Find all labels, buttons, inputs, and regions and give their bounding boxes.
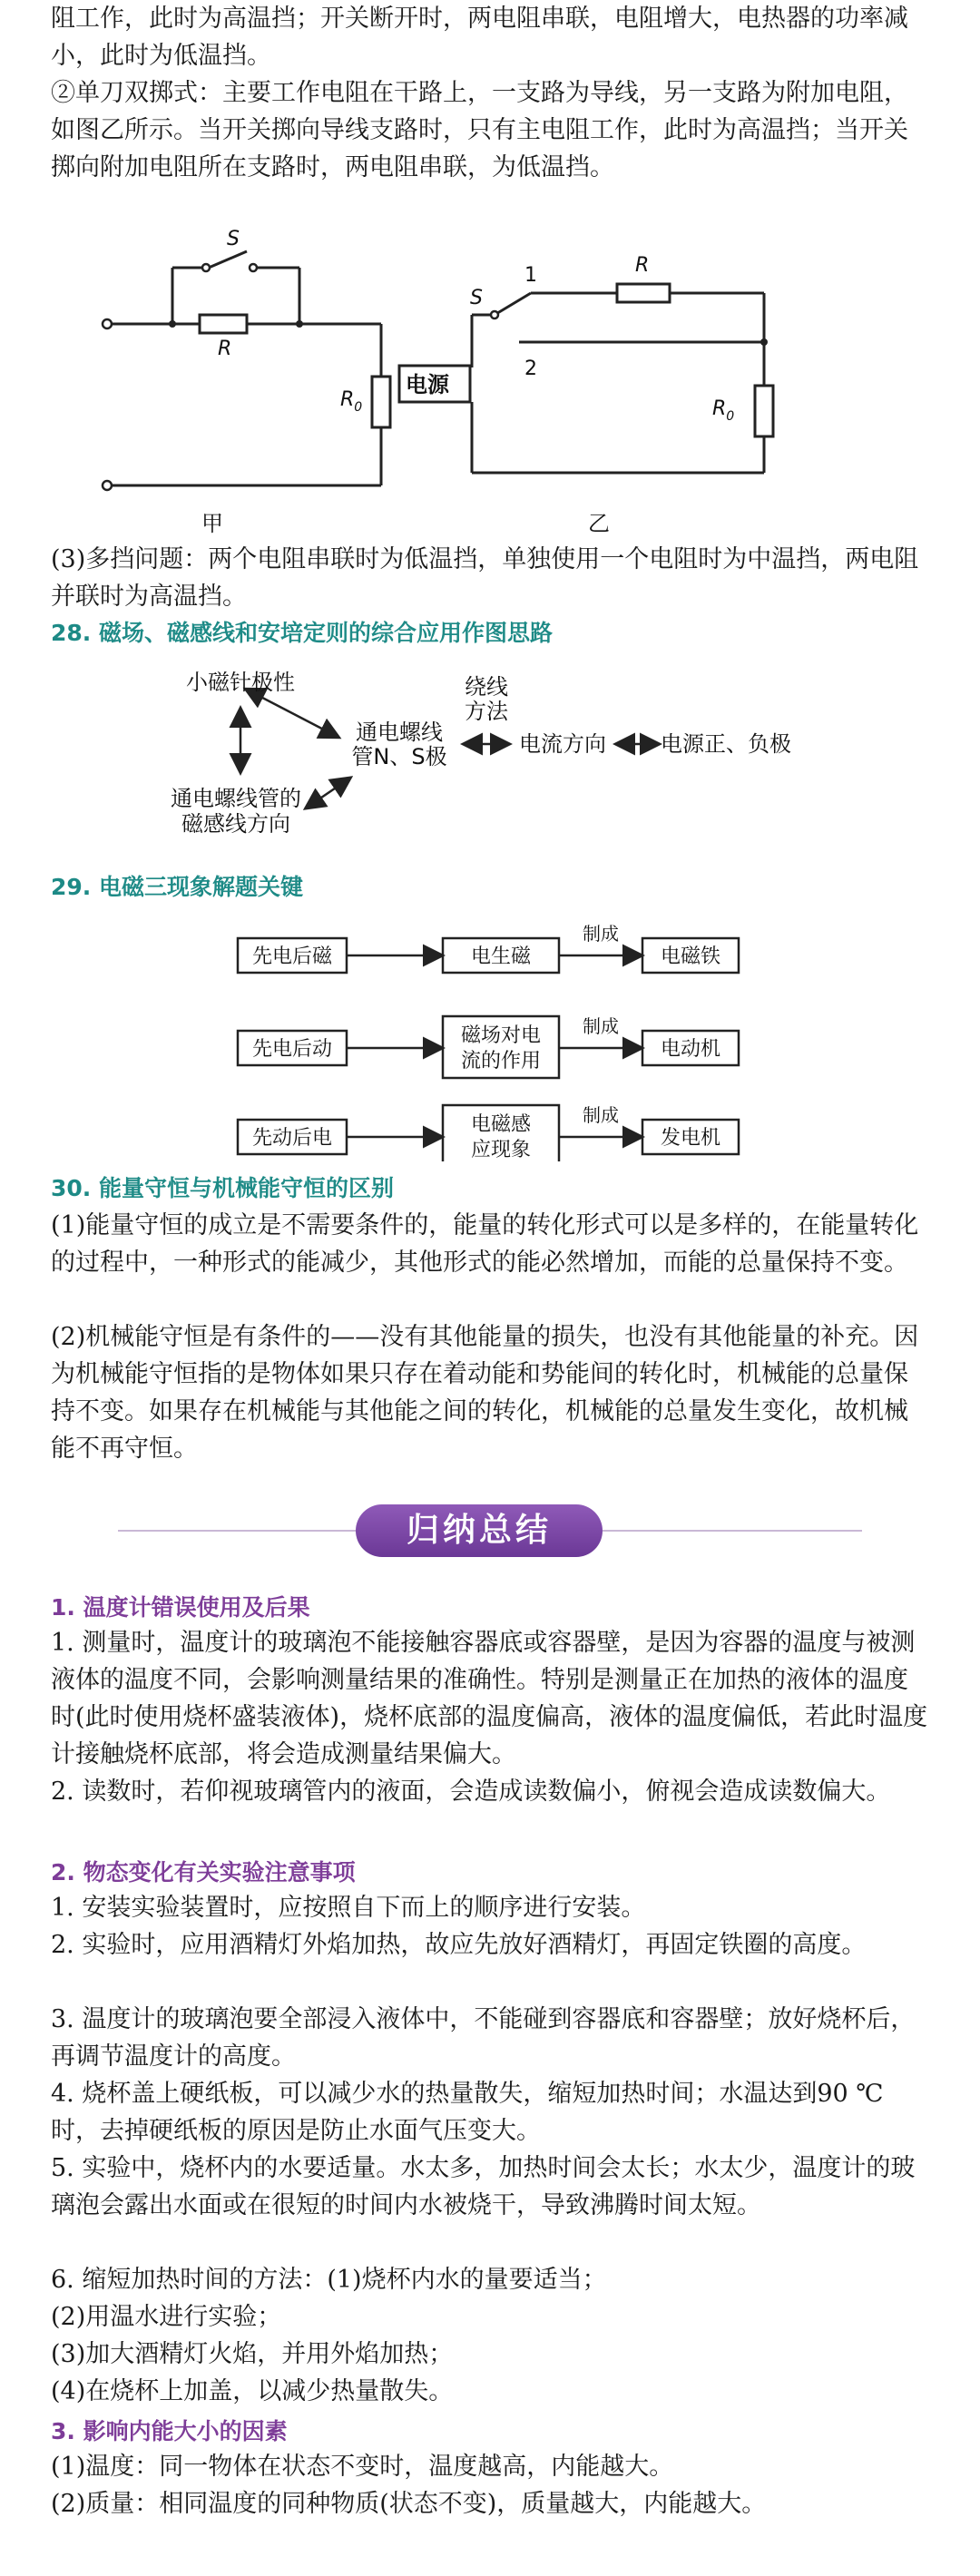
intro-paragraph-1: 阻工作，此时为高温挡；开关断开时，两电阻串联，电阻增大，电热器的功率减小，此时为低温挡。 [51, 5, 908, 70]
switch-label-left: S [227, 228, 240, 250]
paragraph-multi-level: (3)多挡问题：两个电阻串联时为低温挡，单独使用一个电阻时为中温挡，两电阻并联时为高温挡。 [51, 545, 919, 611]
banner-rule-right [603, 1530, 862, 1532]
intro-paragraph-2: ②单刀双掷式：主要工作电阻在干路上，一支路为导线，另一支路为附加电阻，如图乙所示。当开关掷向导线支路时，只有主电阻工作，此时为高温挡；当开关掷向附加电阻所在支路时，两电阻串联，为低温挡。 [51, 79, 908, 181]
summary-1-paragraph-2: 2. 读数时，若仰视玻璃管内的液面，会造成读数偏小，俯视会造成读数偏大。 [51, 1778, 891, 1806]
resistor-label-right: R [635, 254, 650, 277]
section-29-title: 29. 电磁三现象解题关键 [51, 874, 303, 900]
section-30-paragraph-1: (1)能量守恒的成立是不需要条件的，能量的转化形式可以是多样的，在能量转化的过程中，一种形式的能减少，其他形式的能必然增加，而能的总量保持不变。 [51, 1211, 919, 1277]
summary-2-title: 2. 物态变化有关实验注意事项 [51, 1859, 356, 1885]
row1-phenomenon: 电生磁 [470, 945, 532, 968]
summary-2-item-1: 1. 安装实验装置时，应按照自下而上的顺序进行安装。 [51, 1894, 646, 1922]
winding-node-l1: 绕线 [465, 674, 508, 700]
banner-rule-left [118, 1530, 356, 1532]
power-poles-node: 电源正、负极 [661, 731, 791, 757]
row1-make-label: 制成 [583, 923, 619, 945]
summary-3-item-1: (1)温度：同一物体在状态不变时，温度越高，内能越大。 [51, 2453, 674, 2481]
summary-2-item-6a: (2)用温水进行实验； [51, 2303, 282, 2331]
current-direction-node: 电流方向 [519, 731, 606, 757]
switch-label-right: S [470, 287, 483, 309]
solenoid-poles-node-l1: 通电螺线 [356, 720, 443, 745]
section-30-paragraph-2: (2)机械能守恒是有条件的——没有其他能量的损失，也没有其他能量的补充。因为机械能守恒指的是物体如果只存在着动能和势能间的转化时，机械能的总量保持不变。如果存在机械能与其他能之间的转化，机械能的总量发生变化，故机械能不再守恒。 [51, 1323, 919, 1463]
summary-banner: 归纳总结 [356, 1504, 603, 1557]
section-30-title: 30. 能量守恒与机械能守恒的区别 [51, 1175, 394, 1201]
row2-phenomenon-l2: 流的作用 [460, 1050, 542, 1073]
row1-device: 电磁铁 [660, 945, 721, 968]
summary-2-item-2: 2. 实验时，应用酒精灯外焰加热，故应先放好酒精灯，再固定铁圈的高度。 [51, 1931, 867, 1959]
winding-node-l2: 方法 [465, 699, 508, 724]
row3-make-label: 制成 [583, 1104, 619, 1126]
circuit-diagrams [0, 213, 980, 540]
position-2-label: 2 [524, 358, 537, 380]
needle-polarity-node: 小磁针极性 [186, 670, 295, 695]
field-lines-node-l1: 通电螺线管的 [171, 786, 301, 811]
section-28-title: 28. 磁场、磁感线和安培定则的综合应用作图思路 [51, 620, 553, 646]
summary-2-item-5: 5. 实验中，烧杯内的水要适量。水太多，加热时间会太长；水太少，温度计的玻璃泡会露出水面或在很短的时间内水被烧干，导致沸腾时间太短。 [51, 2154, 916, 2219]
row2-make-label: 制成 [583, 1015, 619, 1037]
summary-2-item-6c: (4)在烧杯上加盖，以减少热量散失。 [51, 2377, 454, 2405]
caption-yi: 乙 [588, 511, 610, 536]
summary-2-item-6b: (3)加大酒精灯火焰，并用外焰加热； [51, 2340, 454, 2368]
row2-phenomenon-l1: 磁场对电 [460, 1024, 542, 1047]
summary-3-item-2: (2)质量：相同温度的同种物质(状态不变)，质量越大，内能越大。 [51, 2490, 767, 2518]
electromagnetic-phenomena-diagram [0, 916, 980, 1161]
row3-cause: 先动后电 [251, 1127, 333, 1150]
summary-1-paragraph-1: 1. 测量时，温度计的玻璃泡不能接触容器底或容器壁，是因为容器的温度与被测液体的温度不同，会影响测量结果的准确性。特别是测量正在加热的液体的温度时(此时使用烧杯盛装液体)，烧杯底部的温度偏高，液体的温度偏低，若此时温度计接触烧杯底部，将会造成测量结果偏大。 [51, 1629, 928, 1768]
row3-phenomenon-l1: 电磁感 [470, 1113, 532, 1136]
summary-2-item-6: 6. 缩短加热时间的方法：(1)烧杯内水的量要适当； [51, 2266, 607, 2294]
r0-label-right: $R_0$ [712, 397, 735, 424]
power-source-label: 电源 [406, 372, 449, 397]
row2-cause: 先电后动 [251, 1038, 333, 1061]
summary-2-item-4: 4. 烧杯盖上硬纸板，可以减少水的热量散失，缩短加热时间；水温达到90 ℃时，去掉硬纸板的原因是防止水面气压变大。 [51, 2080, 884, 2145]
summary-1-title: 1. 温度计错误使用及后果 [51, 1594, 310, 1621]
summary-2-item-3: 3. 温度计的玻璃泡要全部浸入液体中，不能碰到容器底和容器壁；放好烧杯后，再调节温度计的高度。 [51, 2005, 916, 2071]
r0-label-left: $R_0$ [340, 388, 363, 415]
summary-3-title: 3. 影响内能大小的因素 [51, 2418, 288, 2444]
row3-phenomenon-l2: 应现象 [470, 1139, 532, 1161]
field-lines-node-l2: 磁感线方向 [181, 811, 290, 837]
caption-jia: 甲 [201, 511, 223, 536]
row3-device: 发电机 [660, 1127, 721, 1150]
solenoid-poles-node-l2: 管N、S极 [351, 744, 447, 769]
resistor-label-left: R [218, 338, 232, 360]
position-1-label: 1 [524, 264, 537, 287]
row1-cause: 先电后磁 [251, 945, 333, 968]
row2-device: 电动机 [660, 1038, 721, 1061]
magnetism-flow-diagram [0, 653, 980, 862]
